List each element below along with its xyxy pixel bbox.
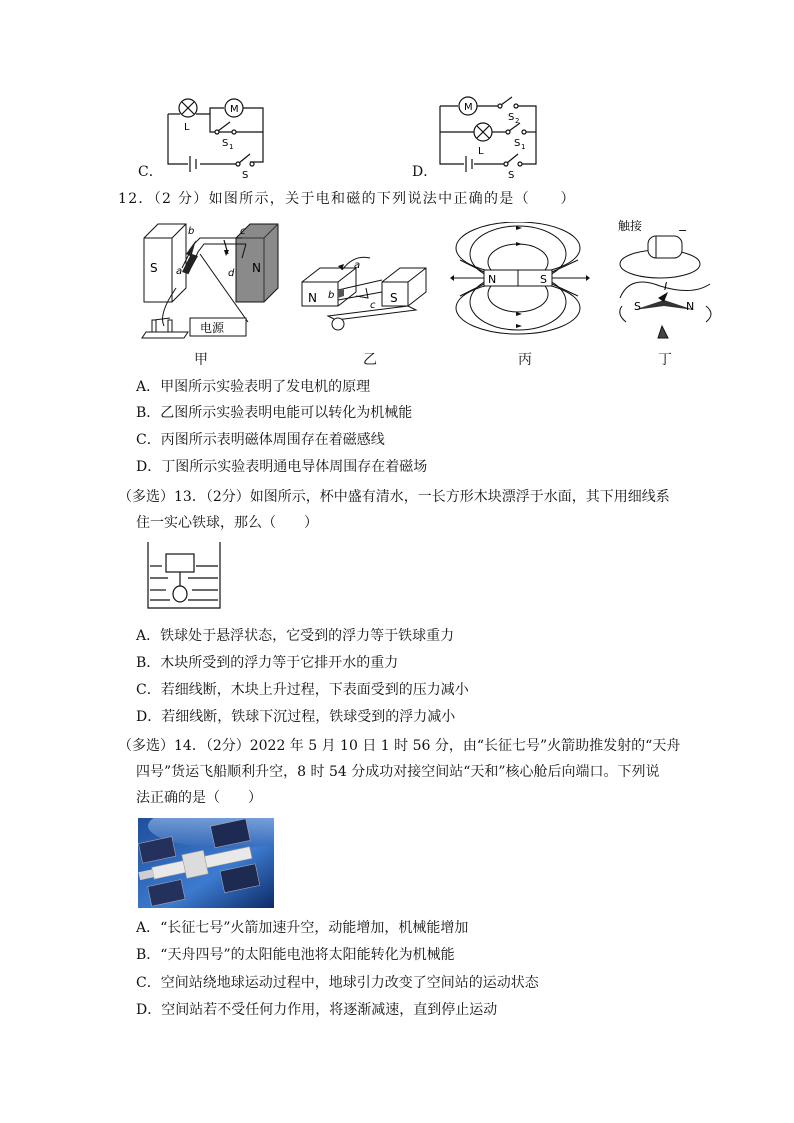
- q14-stem-line2: 四号”货运飞船顺利升空，8 时 54 分成功对接空间站“天和”核心舱后向端口。下列说: [136, 764, 660, 780]
- q14-stem-line1: （多选）14．（2分）2022 年 5 月 10 日 1 时 56 分，由“长征七号”火箭助推发射的“天舟: [118, 738, 681, 754]
- bing-svg: [450, 222, 590, 342]
- q12-option-a: A．甲图所示实验表明了发电机的原理: [136, 379, 371, 395]
- q12-caption-bing: 丙: [518, 352, 532, 368]
- motor-label-d: M: [464, 102, 473, 113]
- q14-option-d: D．空间站若不受任何力作用，将逐渐减速，直到停止运动: [136, 1002, 498, 1018]
- space-station-photo: [138, 818, 274, 908]
- q12-option-d: D．丁图所示实验表明通电导体周围存在着磁场: [136, 459, 428, 475]
- ding-touch-label: 触接: [618, 219, 643, 233]
- motor-label-c: M: [230, 104, 239, 115]
- q13-option-a: A．铁球处于悬浮状态，它受到的浮力等于铁球重力: [136, 628, 455, 644]
- option-d-label: D．: [412, 164, 438, 180]
- ding-minus-label: −: [678, 224, 688, 237]
- space-station-svg: [138, 818, 274, 908]
- jia-s-label: S: [150, 261, 158, 275]
- q12-figure-yi: [298, 240, 438, 340]
- q13-stem-line2: 住一实心铁球，那么（ ）: [136, 515, 318, 531]
- q12-option-c: C．丙图所示表明磁体周围存在着磁感线: [136, 432, 385, 448]
- jia-a-label: a: [176, 266, 183, 277]
- lamp-label-d: L: [478, 146, 484, 157]
- q14-option-c: C．空间站绕地球运动过程中，地球引力改变了空间站的运动状态: [136, 975, 539, 991]
- jia-n-label: N: [252, 261, 261, 275]
- q12-caption-yi: 乙: [363, 352, 377, 368]
- yi-a-label: a: [354, 260, 361, 271]
- yi-svg: [298, 240, 438, 340]
- switch-s1-label-d: S: [514, 138, 521, 149]
- switch-s-label-c: S: [242, 170, 249, 181]
- ding-s-label: S: [634, 300, 641, 313]
- switch-s1-label-c: S: [222, 138, 229, 149]
- yi-c-label: c: [370, 300, 376, 311]
- bing-n-label: N: [488, 273, 497, 286]
- switch-s-label-d: S: [508, 170, 515, 181]
- bing-s-label: S: [540, 273, 547, 286]
- q14-stem-line3: 法正确的是（ ）: [136, 790, 262, 806]
- beaker-svg: [144, 540, 224, 612]
- switch-s1-sub-d: 1: [521, 143, 526, 151]
- q12-caption-jia: 甲: [194, 352, 208, 368]
- jia-power-label: 电源: [200, 321, 225, 335]
- ding-n-label: N: [686, 300, 695, 313]
- jia-c-label: c: [240, 226, 246, 237]
- q12-option-b: B．乙图所示实验表明电能可以转化为机械能: [136, 405, 413, 421]
- jia-b-label: b: [188, 226, 195, 237]
- ding-svg: [612, 214, 722, 344]
- yi-s-label: S: [390, 291, 398, 305]
- switch-s2-label-d: S: [508, 112, 515, 123]
- q14-option-b: B．“天舟四号”的太阳能电池将太阳能转化为机械能: [136, 947, 455, 963]
- q14-option-a: A．“长征七号”火箭加速升空，动能增加，机械能增加: [136, 920, 469, 936]
- lamp-label-c: L: [184, 122, 190, 133]
- ding-current-label: I: [664, 280, 668, 293]
- q12-figure-ding: [612, 214, 722, 344]
- q13-beaker-figure: [144, 540, 224, 612]
- q12-stem: 12．（2 分）如图所示，关于电和磁的下列说法中正确的是（ ）: [118, 191, 576, 207]
- q13-option-c: C．若细线断，木块上升过程，下表面受到的压力减小: [136, 682, 469, 698]
- option-c-label: C．: [138, 164, 163, 180]
- yi-n-label: N: [308, 291, 317, 305]
- switch-s1-sub-c: 1: [229, 143, 234, 151]
- q13-stem-line1: （多选）13．（2分）如图所示，杯中盛有清水，一长方形木块漂浮于水面，其下用细线系: [118, 489, 670, 505]
- q13-option-d: D．若细线断，铁球下沉过程，铁球受到的浮力减小: [136, 709, 456, 725]
- q12-figure-jia: [138, 214, 288, 346]
- q13-option-b: B．木块所受到的浮力等于它排开水的重力: [136, 655, 399, 671]
- jia-d-label: d: [228, 268, 235, 279]
- q12-caption-ding: 丁: [658, 352, 672, 368]
- yi-b-label: b: [328, 290, 335, 301]
- jia-svg: [138, 214, 288, 346]
- switch-s2-sub-d: 2: [515, 117, 520, 125]
- q12-figure-bing: [450, 222, 590, 342]
